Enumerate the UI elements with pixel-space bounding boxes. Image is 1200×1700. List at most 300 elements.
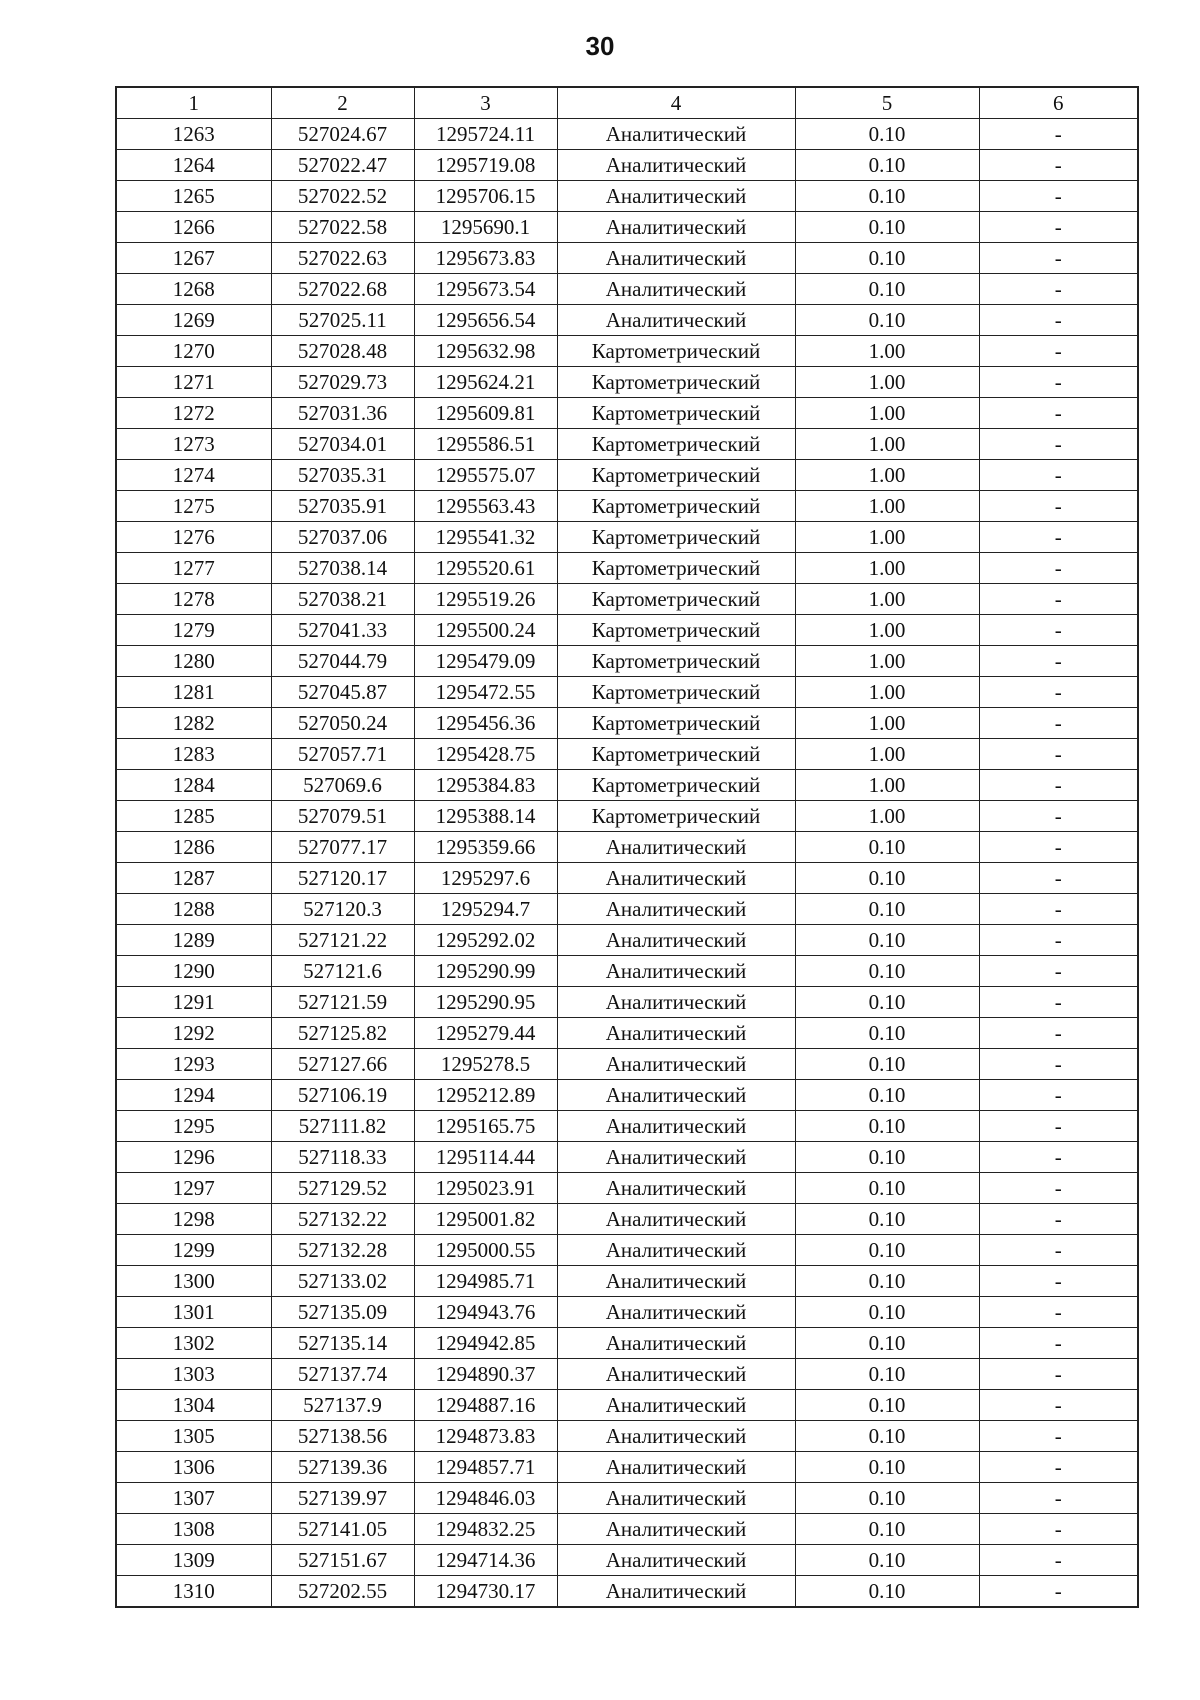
cell-x-coordinate: 527022.68	[271, 274, 414, 305]
table-row	[116, 863, 1138, 894]
cell-method: Аналитический	[557, 1080, 795, 1111]
cell-method: Картометрический	[557, 460, 795, 491]
cell-note: -	[979, 429, 1138, 460]
cell-point-number: 1295	[116, 1111, 271, 1142]
cell-point-number: 1277	[116, 553, 271, 584]
cell-y-coordinate: 1295428.75	[414, 739, 557, 770]
cell-note: -	[979, 398, 1138, 429]
cell-method: Картометрический	[557, 615, 795, 646]
cell-point-number: 1309	[116, 1545, 271, 1576]
cell-point-number: 1273	[116, 429, 271, 460]
cell-x-coordinate: 527133.02	[271, 1266, 414, 1297]
table-row	[116, 181, 1138, 212]
cell-point-number: 1302	[116, 1328, 271, 1359]
cell-y-coordinate: 1295292.02	[414, 925, 557, 956]
cell-x-coordinate: 527022.52	[271, 181, 414, 212]
cell-method: Аналитический	[557, 1328, 795, 1359]
cell-method: Картометрический	[557, 367, 795, 398]
cell-y-coordinate: 1294985.71	[414, 1266, 557, 1297]
cell-point-number: 1292	[116, 1018, 271, 1049]
table-body	[116, 119, 1138, 1608]
cell-method: Аналитический	[557, 1111, 795, 1142]
cell-accuracy: 1.00	[795, 708, 979, 739]
cell-note: -	[979, 677, 1138, 708]
cell-method: Аналитический	[557, 243, 795, 274]
cell-point-number: 1284	[116, 770, 271, 801]
table-row	[116, 1049, 1138, 1080]
cell-note: -	[979, 615, 1138, 646]
cell-point-number: 1270	[116, 336, 271, 367]
table-row	[116, 646, 1138, 677]
cell-y-coordinate: 1294857.71	[414, 1452, 557, 1483]
cell-x-coordinate: 527050.24	[271, 708, 414, 739]
cell-x-coordinate: 527120.3	[271, 894, 414, 925]
cell-x-coordinate: 527024.67	[271, 119, 414, 150]
cell-y-coordinate: 1295000.55	[414, 1235, 557, 1266]
cell-point-number: 1307	[116, 1483, 271, 1514]
cell-x-coordinate: 527121.6	[271, 956, 414, 987]
table-row	[116, 1018, 1138, 1049]
cell-y-coordinate: 1295212.89	[414, 1080, 557, 1111]
cell-y-coordinate: 1295278.5	[414, 1049, 557, 1080]
table-row	[116, 1266, 1138, 1297]
cell-note: -	[979, 1452, 1138, 1483]
cell-method: Картометрический	[557, 553, 795, 584]
table-row	[116, 305, 1138, 336]
cell-note: -	[979, 863, 1138, 894]
cell-y-coordinate: 1295001.82	[414, 1204, 557, 1235]
cell-accuracy: 0.10	[795, 1018, 979, 1049]
table-row	[116, 398, 1138, 429]
cell-note: -	[979, 553, 1138, 584]
cell-point-number: 1305	[116, 1421, 271, 1452]
cell-x-coordinate: 527132.28	[271, 1235, 414, 1266]
table-row	[116, 1545, 1138, 1576]
cell-accuracy: 1.00	[795, 398, 979, 429]
cell-point-number: 1290	[116, 956, 271, 987]
cell-accuracy: 0.10	[795, 1049, 979, 1080]
cell-x-coordinate: 527037.06	[271, 522, 414, 553]
cell-note: -	[979, 1173, 1138, 1204]
cell-method: Аналитический	[557, 1452, 795, 1483]
cell-y-coordinate: 1295520.61	[414, 553, 557, 584]
header-cell-1: 1	[116, 87, 271, 119]
cell-method: Аналитический	[557, 305, 795, 336]
cell-y-coordinate: 1295384.83	[414, 770, 557, 801]
cell-accuracy: 1.00	[795, 429, 979, 460]
cell-y-coordinate: 1295706.15	[414, 181, 557, 212]
table-row	[116, 1173, 1138, 1204]
cell-y-coordinate: 1295673.54	[414, 274, 557, 305]
cell-note: -	[979, 956, 1138, 987]
cell-accuracy: 0.10	[795, 1452, 979, 1483]
table-row	[116, 1483, 1138, 1514]
table-row	[116, 243, 1138, 274]
cell-method: Аналитический	[557, 894, 795, 925]
cell-y-coordinate: 1294890.37	[414, 1359, 557, 1390]
cell-x-coordinate: 527121.59	[271, 987, 414, 1018]
cell-note: -	[979, 1142, 1138, 1173]
cell-method: Аналитический	[557, 1173, 795, 1204]
cell-method: Аналитический	[557, 956, 795, 987]
cell-note: -	[979, 801, 1138, 832]
cell-point-number: 1267	[116, 243, 271, 274]
cell-accuracy: 1.00	[795, 367, 979, 398]
cell-accuracy: 0.10	[795, 894, 979, 925]
cell-point-number: 1294	[116, 1080, 271, 1111]
table-row	[116, 894, 1138, 925]
cell-method: Аналитический	[557, 1142, 795, 1173]
cell-point-number: 1280	[116, 646, 271, 677]
cell-point-number: 1264	[116, 150, 271, 181]
cell-point-number: 1282	[116, 708, 271, 739]
cell-accuracy: 0.10	[795, 1514, 979, 1545]
cell-x-coordinate: 527045.87	[271, 677, 414, 708]
cell-y-coordinate: 1295500.24	[414, 615, 557, 646]
cell-y-coordinate: 1294873.83	[414, 1421, 557, 1452]
cell-point-number: 1304	[116, 1390, 271, 1421]
cell-y-coordinate: 1295609.81	[414, 398, 557, 429]
cell-accuracy: 0.10	[795, 1359, 979, 1390]
cell-y-coordinate: 1295165.75	[414, 1111, 557, 1142]
cell-accuracy: 0.10	[795, 274, 979, 305]
cell-y-coordinate: 1295279.44	[414, 1018, 557, 1049]
cell-point-number: 1300	[116, 1266, 271, 1297]
cell-accuracy: 0.10	[795, 863, 979, 894]
cell-y-coordinate: 1295519.26	[414, 584, 557, 615]
cell-note: -	[979, 1514, 1138, 1545]
table-row	[116, 1111, 1138, 1142]
cell-point-number: 1278	[116, 584, 271, 615]
cell-method: Аналитический	[557, 1297, 795, 1328]
cell-x-coordinate: 527129.52	[271, 1173, 414, 1204]
table-row	[116, 274, 1138, 305]
cell-point-number: 1298	[116, 1204, 271, 1235]
cell-accuracy: 1.00	[795, 491, 979, 522]
cell-accuracy: 0.10	[795, 243, 979, 274]
cell-x-coordinate: 527141.05	[271, 1514, 414, 1545]
cell-y-coordinate: 1295673.83	[414, 243, 557, 274]
cell-y-coordinate: 1294832.25	[414, 1514, 557, 1545]
cell-x-coordinate: 527137.74	[271, 1359, 414, 1390]
cell-note: -	[979, 584, 1138, 615]
cell-accuracy: 0.10	[795, 1266, 979, 1297]
table-row	[116, 460, 1138, 491]
cell-note: -	[979, 1545, 1138, 1576]
cell-y-coordinate: 1295719.08	[414, 150, 557, 181]
cell-method: Аналитический	[557, 863, 795, 894]
cell-note: -	[979, 1390, 1138, 1421]
cell-y-coordinate: 1294942.85	[414, 1328, 557, 1359]
cell-note: -	[979, 1235, 1138, 1266]
cell-point-number: 1308	[116, 1514, 271, 1545]
table-row	[116, 336, 1138, 367]
cell-accuracy: 1.00	[795, 522, 979, 553]
cell-x-coordinate: 527028.48	[271, 336, 414, 367]
cell-method: Аналитический	[557, 1359, 795, 1390]
cell-y-coordinate: 1295114.44	[414, 1142, 557, 1173]
table-row	[116, 1204, 1138, 1235]
cell-x-coordinate: 527035.91	[271, 491, 414, 522]
table-row	[116, 1421, 1138, 1452]
table-row	[116, 491, 1138, 522]
cell-note: -	[979, 181, 1138, 212]
cell-note: -	[979, 212, 1138, 243]
cell-accuracy: 0.10	[795, 1235, 979, 1266]
cell-point-number: 1301	[116, 1297, 271, 1328]
table-row	[116, 832, 1138, 863]
table-row	[116, 553, 1138, 584]
header-cell-6: 6	[979, 87, 1138, 119]
cell-note: -	[979, 119, 1138, 150]
cell-accuracy: 0.10	[795, 1576, 979, 1608]
cell-x-coordinate: 527202.55	[271, 1576, 414, 1608]
cell-method: Аналитический	[557, 1514, 795, 1545]
cell-accuracy: 0.10	[795, 925, 979, 956]
cell-note: -	[979, 1111, 1138, 1142]
cell-x-coordinate: 527077.17	[271, 832, 414, 863]
cell-note: -	[979, 894, 1138, 925]
cell-method: Аналитический	[557, 1235, 795, 1266]
cell-y-coordinate: 1294730.17	[414, 1576, 557, 1608]
cell-method: Аналитический	[557, 1576, 795, 1608]
cell-accuracy: 0.10	[795, 1297, 979, 1328]
cell-x-coordinate: 527132.22	[271, 1204, 414, 1235]
cell-accuracy: 1.00	[795, 615, 979, 646]
cell-x-coordinate: 527038.21	[271, 584, 414, 615]
cell-x-coordinate: 527135.14	[271, 1328, 414, 1359]
cell-accuracy: 1.00	[795, 553, 979, 584]
cell-point-number: 1288	[116, 894, 271, 925]
cell-accuracy: 0.10	[795, 1545, 979, 1576]
cell-x-coordinate: 527022.58	[271, 212, 414, 243]
cell-x-coordinate: 527038.14	[271, 553, 414, 584]
cell-method: Аналитический	[557, 181, 795, 212]
cell-point-number: 1276	[116, 522, 271, 553]
table-row	[116, 1576, 1138, 1608]
table-row	[116, 429, 1138, 460]
table-row	[116, 925, 1138, 956]
cell-method: Аналитический	[557, 150, 795, 181]
cell-accuracy: 0.10	[795, 1204, 979, 1235]
cell-point-number: 1299	[116, 1235, 271, 1266]
cell-y-coordinate: 1295479.09	[414, 646, 557, 677]
cell-y-coordinate: 1295575.07	[414, 460, 557, 491]
table-row	[116, 1235, 1138, 1266]
cell-note: -	[979, 1576, 1138, 1608]
cell-point-number: 1265	[116, 181, 271, 212]
cell-point-number: 1281	[116, 677, 271, 708]
cell-x-coordinate: 527127.66	[271, 1049, 414, 1080]
cell-y-coordinate: 1294714.36	[414, 1545, 557, 1576]
cell-point-number: 1293	[116, 1049, 271, 1080]
cell-method: Картометрический	[557, 491, 795, 522]
cell-accuracy: 1.00	[795, 584, 979, 615]
header-cell-3: 3	[414, 87, 557, 119]
cell-note: -	[979, 832, 1138, 863]
table-row	[116, 212, 1138, 243]
table-row	[116, 1080, 1138, 1111]
cell-method: Аналитический	[557, 925, 795, 956]
cell-point-number: 1263	[116, 119, 271, 150]
cell-x-coordinate: 527034.01	[271, 429, 414, 460]
cell-point-number: 1291	[116, 987, 271, 1018]
cell-method: Картометрический	[557, 801, 795, 832]
cell-y-coordinate: 1295724.11	[414, 119, 557, 150]
table-row	[116, 770, 1138, 801]
cell-note: -	[979, 460, 1138, 491]
cell-note: -	[979, 739, 1138, 770]
cell-note: -	[979, 1266, 1138, 1297]
cell-method: Аналитический	[557, 1018, 795, 1049]
cell-y-coordinate: 1295632.98	[414, 336, 557, 367]
cell-y-coordinate: 1295290.95	[414, 987, 557, 1018]
cell-method: Картометрический	[557, 398, 795, 429]
cell-note: -	[979, 522, 1138, 553]
cell-note: -	[979, 1297, 1138, 1328]
cell-note: -	[979, 987, 1138, 1018]
cell-y-coordinate: 1295294.7	[414, 894, 557, 925]
table-row	[116, 708, 1138, 739]
cell-y-coordinate: 1295359.66	[414, 832, 557, 863]
cell-accuracy: 0.10	[795, 1390, 979, 1421]
cell-accuracy: 0.10	[795, 212, 979, 243]
table-header	[116, 87, 1138, 119]
cell-note: -	[979, 491, 1138, 522]
cell-note: -	[979, 925, 1138, 956]
header-cell-2: 2	[271, 87, 414, 119]
cell-accuracy: 0.10	[795, 119, 979, 150]
cell-x-coordinate: 527022.63	[271, 243, 414, 274]
cell-x-coordinate: 527118.33	[271, 1142, 414, 1173]
cell-accuracy: 0.10	[795, 1328, 979, 1359]
cell-x-coordinate: 527139.97	[271, 1483, 414, 1514]
cell-x-coordinate: 527079.51	[271, 801, 414, 832]
cell-x-coordinate: 527022.47	[271, 150, 414, 181]
cell-method: Картометрический	[557, 739, 795, 770]
cell-note: -	[979, 1204, 1138, 1235]
cell-y-coordinate: 1295290.99	[414, 956, 557, 987]
cell-point-number: 1271	[116, 367, 271, 398]
cell-method: Картометрический	[557, 646, 795, 677]
cell-point-number: 1275	[116, 491, 271, 522]
cell-accuracy: 0.10	[795, 832, 979, 863]
cell-y-coordinate: 1295563.43	[414, 491, 557, 522]
coordinates-table	[115, 86, 1139, 1608]
cell-y-coordinate: 1295690.1	[414, 212, 557, 243]
cell-point-number: 1310	[116, 1576, 271, 1608]
cell-accuracy: 0.10	[795, 1173, 979, 1204]
table-row	[116, 150, 1138, 181]
cell-point-number: 1285	[116, 801, 271, 832]
cell-method: Картометрический	[557, 770, 795, 801]
cell-accuracy: 0.10	[795, 1142, 979, 1173]
cell-point-number: 1286	[116, 832, 271, 863]
cell-accuracy: 1.00	[795, 646, 979, 677]
cell-point-number: 1272	[116, 398, 271, 429]
cell-accuracy: 1.00	[795, 460, 979, 491]
table-row	[116, 522, 1138, 553]
cell-method: Аналитический	[557, 1049, 795, 1080]
cell-y-coordinate: 1294846.03	[414, 1483, 557, 1514]
cell-note: -	[979, 1421, 1138, 1452]
page-number: 30	[585, 31, 615, 61]
cell-method: Аналитический	[557, 1204, 795, 1235]
cell-note: -	[979, 150, 1138, 181]
cell-method: Картометрический	[557, 522, 795, 553]
cell-point-number: 1287	[116, 863, 271, 894]
cell-y-coordinate: 1294943.76	[414, 1297, 557, 1328]
cell-note: -	[979, 646, 1138, 677]
cell-note: -	[979, 336, 1138, 367]
cell-point-number: 1279	[116, 615, 271, 646]
table-row	[116, 367, 1138, 398]
cell-method: Картометрический	[557, 677, 795, 708]
cell-method: Аналитический	[557, 1483, 795, 1514]
cell-y-coordinate: 1295586.51	[414, 429, 557, 460]
cell-point-number: 1289	[116, 925, 271, 956]
cell-method: Аналитический	[557, 212, 795, 243]
cell-note: -	[979, 305, 1138, 336]
cell-method: Аналитический	[557, 1545, 795, 1576]
cell-point-number: 1297	[116, 1173, 271, 1204]
table-row	[116, 615, 1138, 646]
cell-point-number: 1274	[116, 460, 271, 491]
cell-method: Аналитический	[557, 274, 795, 305]
table-row	[116, 1328, 1138, 1359]
cell-method: Картометрический	[557, 708, 795, 739]
cell-note: -	[979, 243, 1138, 274]
cell-y-coordinate: 1295541.32	[414, 522, 557, 553]
cell-y-coordinate: 1295456.36	[414, 708, 557, 739]
cell-point-number: 1266	[116, 212, 271, 243]
header-cell-5: 5	[795, 87, 979, 119]
cell-y-coordinate: 1295297.6	[414, 863, 557, 894]
cell-x-coordinate: 527151.67	[271, 1545, 414, 1576]
cell-note: -	[979, 708, 1138, 739]
cell-accuracy: 1.00	[795, 770, 979, 801]
cell-note: -	[979, 770, 1138, 801]
cell-note: -	[979, 367, 1138, 398]
cell-x-coordinate: 527139.36	[271, 1452, 414, 1483]
table-row	[116, 677, 1138, 708]
cell-accuracy: 1.00	[795, 677, 979, 708]
cell-x-coordinate: 527031.36	[271, 398, 414, 429]
cell-x-coordinate: 527057.71	[271, 739, 414, 770]
cell-x-coordinate: 527111.82	[271, 1111, 414, 1142]
cell-note: -	[979, 1080, 1138, 1111]
cell-method: Аналитический	[557, 119, 795, 150]
table-row	[116, 1297, 1138, 1328]
table-row	[116, 584, 1138, 615]
cell-x-coordinate: 527135.09	[271, 1297, 414, 1328]
table-row	[116, 1142, 1138, 1173]
table-row	[116, 119, 1138, 150]
header-row	[116, 87, 1138, 119]
cell-point-number: 1296	[116, 1142, 271, 1173]
cell-accuracy: 0.10	[795, 1111, 979, 1142]
cell-accuracy: 1.00	[795, 336, 979, 367]
table-row	[116, 956, 1138, 987]
cell-x-coordinate: 527120.17	[271, 863, 414, 894]
cell-method: Аналитический	[557, 1421, 795, 1452]
cell-accuracy: 0.10	[795, 956, 979, 987]
cell-method: Картометрический	[557, 584, 795, 615]
table-row	[116, 987, 1138, 1018]
cell-point-number: 1283	[116, 739, 271, 770]
cell-accuracy: 0.10	[795, 987, 979, 1018]
cell-method: Аналитический	[557, 1266, 795, 1297]
